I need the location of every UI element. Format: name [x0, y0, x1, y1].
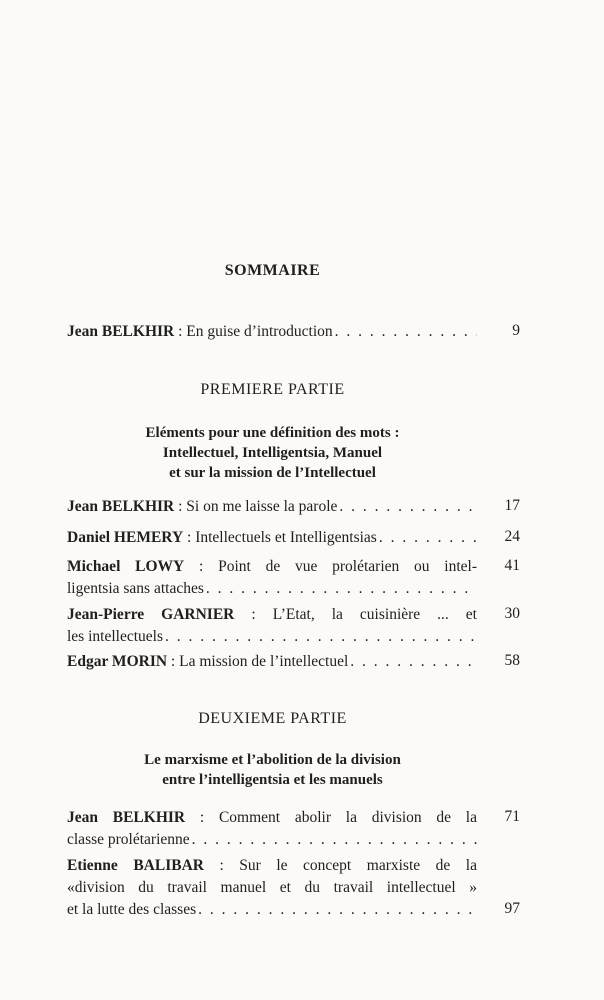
page-title: SOMMAIRE — [224, 262, 321, 279]
toc-entry — [67, 855, 477, 921]
entry-title: : Point de vue prolétarien ou intel- — [184, 558, 477, 575]
entry-author: Etienne BALIBAR — [67, 857, 204, 874]
part-heading: DEUXIEME PARTIE — [198, 710, 347, 727]
entry-title-continued: ligentsia sans attaches — [67, 580, 204, 597]
entry-page-number: 41 — [504, 557, 520, 574]
subtitle-line: Eléments pour une définition des mots : — [145, 425, 400, 441]
entry-author: Edgar MORIN — [67, 653, 168, 670]
part-subtitle — [0, 750, 545, 790]
entry-title-continued: «division du travail manuel et du travail intellectuel » — [67, 879, 477, 896]
entry-title-continued: et la lutte des classes — [67, 901, 197, 918]
toc-entry — [67, 651, 477, 673]
entry-title: : Comment abolir la division de la — [185, 809, 477, 826]
entry-title: : En guise d’introduction — [174, 323, 333, 340]
entry-page-number: 17 — [504, 497, 520, 514]
toc-entry — [67, 807, 477, 851]
entry-page-number: 97 — [504, 900, 520, 917]
entry-author: Jean BELKHIR — [67, 323, 175, 340]
dot-leader — [165, 626, 477, 648]
toc-entry-intro — [67, 321, 477, 343]
entry-title: : L’Etat, la cuisinière ... et — [234, 606, 477, 623]
part-heading: PREMIERE PARTIE — [200, 381, 345, 398]
entry-title: : Sur le concept marxiste de la — [203, 857, 477, 874]
dot-leader — [379, 527, 477, 549]
entry-page-number: 71 — [504, 808, 520, 825]
dot-leader — [198, 899, 477, 921]
subtitle-line: entre l’intelligentsia et les manuels — [162, 772, 383, 788]
subtitle-line: et sur la mission de l’Intellectuel — [169, 465, 376, 481]
dot-leader — [206, 578, 477, 600]
dot-leader — [335, 321, 477, 343]
toc-entry — [67, 604, 477, 648]
dot-leader — [339, 496, 477, 518]
entry-page-number: 58 — [504, 652, 520, 669]
part-subtitle — [0, 423, 545, 483]
entry-title-continued: les intellectuels — [67, 628, 163, 645]
entry-author: Jean BELKHIR — [67, 809, 186, 826]
dot-leader — [192, 829, 477, 851]
toc-entry — [67, 496, 477, 518]
entry-author: Daniel HEMERY — [67, 529, 184, 546]
subtitle-line: Le marxisme et l’abolition de la division — [144, 752, 401, 768]
dot-leader — [350, 651, 477, 673]
entry-author: Jean BELKHIR — [67, 498, 175, 515]
toc-entry — [67, 527, 477, 549]
entry-page-number: 24 — [504, 528, 520, 545]
entry-title: : Si on me laisse la parole — [174, 498, 338, 515]
entry-page-number: 9 — [512, 322, 520, 339]
entry-title-continued: classe prolétarienne — [67, 831, 190, 848]
subtitle-line: Intellectuel, Intelligentsia, Manuel — [162, 445, 383, 461]
entry-page-number: 30 — [504, 605, 520, 622]
entry-author: Michael LOWY — [67, 558, 185, 575]
toc-entry — [67, 556, 477, 600]
entry-title: : Intellectuels et Intelligentsias — [183, 529, 377, 546]
entry-author: Jean-Pierre GARNIER — [67, 606, 235, 623]
entry-title: : La mission de l’intellectuel — [167, 653, 349, 670]
